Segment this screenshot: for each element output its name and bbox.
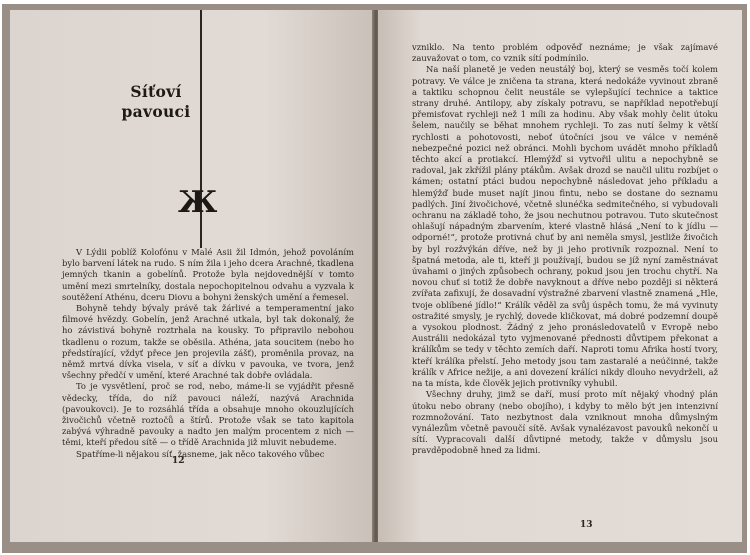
paragraph: To je vysvětlení, proč se rod, nebo, máme-li se vyjádřit přesně vědecky, třída, do níž pavouci náleží, nazývá Arachnida (pavoukovci). Je to rozsáhlá třída a obsahuje mnoho okouzlujících živočichů včetně roztočů a štírů. Protože však se tato kapitola zabývá výhradně pavouky a nadto jen malým procentem z nich — těmi, kteří předou sítě — o třídě Arachnida již mluvit nebudeme. <box>62 381 354 448</box>
left-page <box>10 10 374 542</box>
paragraph: vzniklo. Na tento problém odpověď neznáme; je však zajímavé zauvažovat o tom, co vznik sítí podmínilo. <box>412 42 718 64</box>
paragraph: Všechny druhy, jimž se daří, musí proto mít nějaký vhodný plán útoku nebo obrany (nebo obojího), i kdyby to mělo být jen intenzivní rozmnožování. Tato nezbytnost dala vzniknout mnoha důmyslným vynálezům včetně pavoučí sítě. Avšak vynalézavost pavouků nekončí u sítí. Vypracovali další důvtipné metody, takže v důmyslu jsou pravděpodobně hned za lidmi. <box>412 389 718 456</box>
right-page-body <box>412 42 718 457</box>
left-page-body <box>62 247 354 460</box>
paragraph: Spatříme-li nějakou síť, žasneme, jak něco takového vůbec <box>76 448 325 459</box>
open-book <box>2 4 747 553</box>
chapter-title <box>116 82 196 122</box>
spider-emblem-icon: Ж <box>178 185 218 220</box>
chapter-title-line2: pavouci <box>121 102 191 121</box>
page-number-left: 12 <box>172 456 185 466</box>
page-number-right: 13 <box>580 520 593 530</box>
paragraph: Bohyně tehdy bývaly právě tak žárlivé a temperamentní jako filmové hvězdy. Gobelín, jenž Arachné utkala, byl tak dokonalý, že ho závistivá bohyně roztrhala na kousky. To připravilo nebohou tkadlenu o rozum, takže se oběsila. Athéna, jata soucitem (nebo ho předstírající, vždyť přece jen projevila zášť), proměnila provaz, na němž mrtvá dívka visela, v síť a dívku v pavouka, ve tvora, jenž všechny předčí v umění, které Arachné tak dobře ovládala. <box>62 303 354 381</box>
paragraph: Na naší planetě je veden neustálý boj, který se vesměs točí kolem potravy. Ve válce je zničena ta strana, která nedokáže vyvinout zbraně a taktiku schopnou čelit neustále se vylepšující technice a taktice strany druhé. Antilopy, aby získaly potravu, se například nepotřebují přemisťovat rychleji než 1 míli za hodinu. Aby však mohly čelit útoku šelem, naučily se běhat mnohem rychleji. To zas nutí šelmy k větší rychlosti a pohotovosti, neboť útočníci jsou ve válce v neméně nebezpečné pozici než obránci. Mohli bychom uvádět mnoho příkladů těchto akcí a protiakcí. Hlemýžď si vytvořil ulitu a nepochybně se radoval, jak zkřížil plány ptákům. Avšak drozd se naučil ulitu rozbíjet o kámen; ostatní ptáci budou nepochybně následovat jeho příkladu a hlemýžď bude muset najít jinou fintu, nebo se dostane do seznamu padlých. Jiní živočichové, včetně slunéčka sedmitečného, si vybudovali ochranu na základě toho, že jsou nechutnou potravou. Tuto skutečnost ohlašují nápadným zbarvením, které vlastně hlásá „Není to k jídlu — odporné!“, protože protivná chuť by ani neměla smysl, jestliže živočich by byl rozžvýkán dříve, než by ji jeho protivník rozpoznal. Není to špatná metoda, ale ti, kteří ji používají, budou se jíž nyní zaměstnávat úvahami o jiných způsobech ochrany, pokud jsou jen trochu chytří. Na novou chuť si totiž že dobře navyknout a dříve nebo později si některá zvířata zafixují, že dosavadní výstražné zbarvení vlastně znamená „Hle, tvoje oblíbené jídlo!“ Králík věděl za svůj úspěch tomu, že má vyvinuty ostražité smysly, je rychlý, dovede kličkovat, má dobré podzemní doupě a vysokou plodnost. Žádný z jeho pronásledovatelů v Evropě nebo Austrálii nedokázal tyto vyjmenované přednosti důvtipem překonat a králíkům se tedy v těchto zemích daří. Naproti tomu Afrika hostí tvory, kteří králíka přelstí. Jeho metody jsou tam zastaralé a neúčinné, takže králík v Africe nežije, a ani dovezení králíci nikdy dlouho nevydrželi, až na ta místa, kde člověk jejich protivníky vyhubil. <box>412 64 718 389</box>
right-page <box>378 10 742 542</box>
chapter-title-line1: Síťoví <box>130 82 182 101</box>
paragraph: V Lýdii poblíž Kolofónu v Malé Asii žil Idmón, jehož povoláním bylo barvení látek na rudo. S ním žila i jeho dcera Arachné, tkadlena jemných tkanin a gobelínů. Protože byla nejdovednější v tomto umění mezi smrtelníky, dostala nepochopitelnou odvahu a vyzvala k soutěžení Athénu, dceru Diovu a bohyni ženských umění a řemesel. <box>62 247 354 302</box>
